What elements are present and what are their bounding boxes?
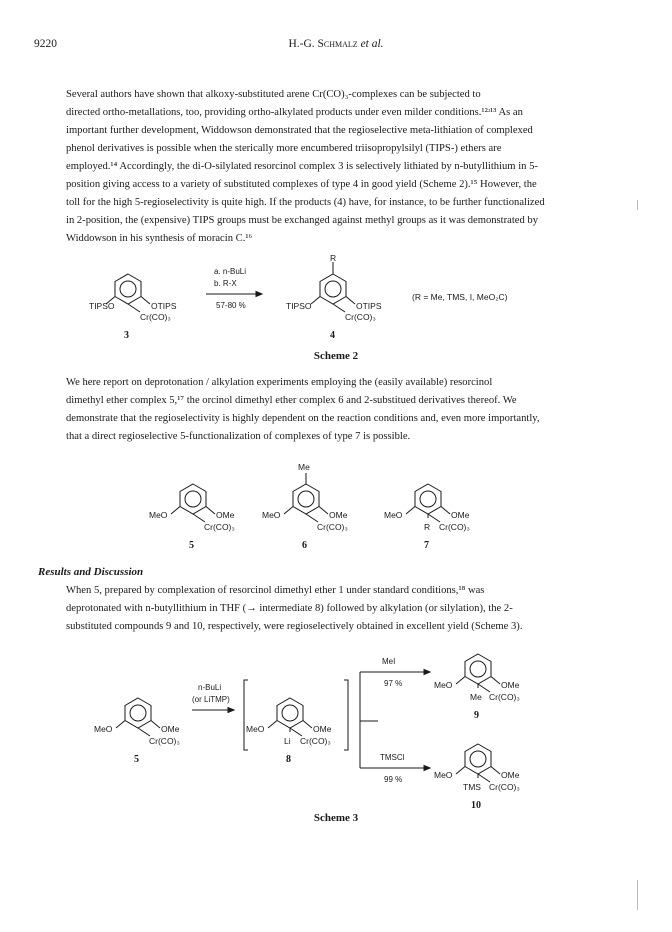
metal-label: Cr(CO)₃ <box>204 522 235 532</box>
arene-complex-circle <box>185 491 201 507</box>
scheme-3-caption: Scheme 3 <box>313 812 359 824</box>
benzene-ring-10 <box>465 744 491 774</box>
meo-label: MeO <box>262 510 281 520</box>
compound-5-number: 5 <box>134 754 139 765</box>
arene-complex-circle <box>470 661 486 677</box>
meo-label: MeO <box>434 770 453 780</box>
reagent-2-label: b. R-X <box>214 279 237 288</box>
compounds-5-6-7-graphic <box>0 446 672 556</box>
metal-label: Cr(CO)₃ <box>345 312 376 322</box>
benzene-ring-8 <box>277 698 303 728</box>
left-bracket <box>244 680 248 750</box>
metal-label: Cr(CO)₃ <box>489 692 520 702</box>
metal-label: Cr(CO)₃ <box>439 522 470 532</box>
metal-label: Cr(CO)₃ <box>140 312 171 322</box>
tipso-label: TIPSO <box>286 301 312 311</box>
paragraph-2-line: dimethyl ether complex 5,¹⁷ the orcinol dimethyl ether complex 6 and 2-substitued derivatives thereof. We <box>66 395 517 406</box>
paragraph-2-line: demonstrate that the regioselectivity is highly dependent on the reaction conditions and, even more importantly, <box>66 413 540 424</box>
lower-yield: 99 % <box>384 775 403 784</box>
metal-label: Cr(CO)₃ <box>317 522 348 532</box>
right-bracket <box>344 680 348 750</box>
metal-label: Cr(CO)₃ <box>149 736 180 746</box>
me-label: Me <box>298 462 310 472</box>
arene-complex-circle <box>298 491 314 507</box>
scan-edge-mark <box>637 200 638 210</box>
compound-4-number: 4 <box>330 330 335 341</box>
ome-label: OMe <box>161 724 180 734</box>
r-definition-note: (R = Me, TMS, I, MeO₂C) <box>412 292 508 302</box>
paragraph-2-line: We here report on deprotonation / alkylation experiments employing the (easily available) resorcinol <box>66 377 493 388</box>
reagent-1-label: a. n-BuLi <box>214 267 247 276</box>
scan-edge-mark <box>637 880 638 910</box>
arene-complex-circle <box>420 491 436 507</box>
litmp-label: (or LiTMP) <box>192 695 230 704</box>
paragraph-3-line: substituted compounds 9 and 10, respectively, were regioselectively obtained in excellent yield (Scheme 3). <box>66 621 523 632</box>
me-label: Me <box>470 692 482 702</box>
paragraph-2-line: that a direct regioselective 5-functionalization of complexes of type 7 is possible. <box>66 431 411 442</box>
compound-7-number: 7 <box>424 540 429 551</box>
r-label: R <box>424 522 431 532</box>
arene-complex-circle <box>325 281 341 297</box>
otips-label: OTIPS <box>356 301 382 311</box>
paragraph-1-line: position giving access to a variety of substituted complexes of type 4 in good yield (Scheme 2).¹⁵ However, the <box>66 179 537 190</box>
arene-complex-circle <box>282 705 298 721</box>
ome-label: OMe <box>501 680 520 690</box>
section-heading: Results and Discussion <box>38 566 144 578</box>
meo-label: MeO <box>246 724 265 734</box>
paragraph-2 <box>38 374 638 446</box>
ome-label: OMe <box>329 510 348 520</box>
paragraph-1-line: phenol derivatives is possible when the sterically more encumbered triisopropylsilyl (TIPS-) ethers are <box>66 143 502 154</box>
paragraph-3-line: When 5, prepared by complexation of resorcinol dimethyl ether 1 under standard conditions,¹⁸ was <box>66 585 485 596</box>
paragraph-3 <box>38 582 638 636</box>
paragraph-1-line: Several authors have shown that alkoxy-substituted arene Cr(CO)₃-complexes can be subjected to <box>66 89 481 100</box>
ome-label: OMe <box>501 770 520 780</box>
otips-label: OTIPS <box>151 301 177 311</box>
benzene-ring-6 <box>293 484 319 514</box>
meo-label: MeO <box>94 724 113 734</box>
yield-label: 57-80 % <box>216 301 246 310</box>
metal-label: Cr(CO)₃ <box>300 736 331 746</box>
upper-yield: 97 % <box>384 679 403 688</box>
compound-8-number: 8 <box>286 754 291 765</box>
scheme-3-graphic <box>0 650 672 810</box>
paragraph-1 <box>38 86 638 248</box>
arene-complex-circle <box>470 751 486 767</box>
paragraph-1-line: employed.¹⁴ Accordingly, the di-O-silylated resorcinol complex 3 is selectively lithiated by n-butyllithium in 5- <box>66 161 538 172</box>
arene-complex-circle <box>120 281 136 297</box>
nbuli-label: n-BuLi <box>198 683 222 692</box>
scheme-2-caption: Scheme 2 <box>313 350 359 362</box>
meo-label: MeO <box>149 510 168 520</box>
tmscl-label: TMSCl <box>380 753 405 762</box>
paragraph-1-line: in 2-position, the (expensive) TIPS groups must be exchanged against methyl groups as it was demonstrated by <box>66 215 539 226</box>
running-head-suffix: et al. <box>360 38 384 50</box>
page-number: 9220 <box>34 38 57 50</box>
meo-label: MeO <box>384 510 403 520</box>
compound-6-number: 6 <box>302 540 307 551</box>
benzene-ring-3 <box>115 274 141 304</box>
mei-label: MeI <box>382 657 396 666</box>
compound-3-number: 3 <box>124 330 129 341</box>
arene-complex-circle <box>130 705 146 721</box>
compound-9-number: 9 <box>474 710 479 721</box>
metal-label: Cr(CO)₃ <box>489 782 520 792</box>
compound-5-number: 5 <box>189 540 194 551</box>
scheme-2-graphic <box>0 252 672 352</box>
paragraph-3-line: deprotonated with n-butyllithium in THF (→ intermediate 8) followed by alkylation (or silylation), the 2- <box>66 603 513 614</box>
tms-label: TMS <box>463 782 481 792</box>
tipso-label: TIPSO <box>89 301 115 311</box>
r-group-label: R <box>330 253 337 263</box>
ome-label: OMe <box>313 724 332 734</box>
ome-label: OMe <box>451 510 470 520</box>
paragraph-1-line: Widdowson in his synthesis of moracin C.¹⁶ <box>66 233 253 244</box>
paragraph-1-line: toll for the high 5-regioselectivity is quite high. If the products (4) have, for instance, to be further functionalized <box>66 197 545 208</box>
benzene-ring-9 <box>465 654 491 684</box>
benzene-ring-5 <box>180 484 206 514</box>
benzene-ring-5 <box>125 698 151 728</box>
li-label: Li <box>284 736 291 746</box>
benzene-ring-4 <box>320 274 346 304</box>
paragraph-1-line: directed ortho-metallations, too, providing ortho-alkylated products under even milder conditions.¹²ʴ¹³ As an <box>66 107 523 118</box>
running-head-author: H.-G. Schmalz <box>288 38 358 50</box>
meo-label: MeO <box>434 680 453 690</box>
benzene-ring-7 <box>415 484 441 514</box>
ome-label: OMe <box>216 510 235 520</box>
paragraph-1-line: important further development, Widdowson demonstrated that the regioselective meta-lithiation of complexed <box>66 125 533 136</box>
compound-10-number: 10 <box>471 800 481 810</box>
running-head <box>0 38 672 50</box>
